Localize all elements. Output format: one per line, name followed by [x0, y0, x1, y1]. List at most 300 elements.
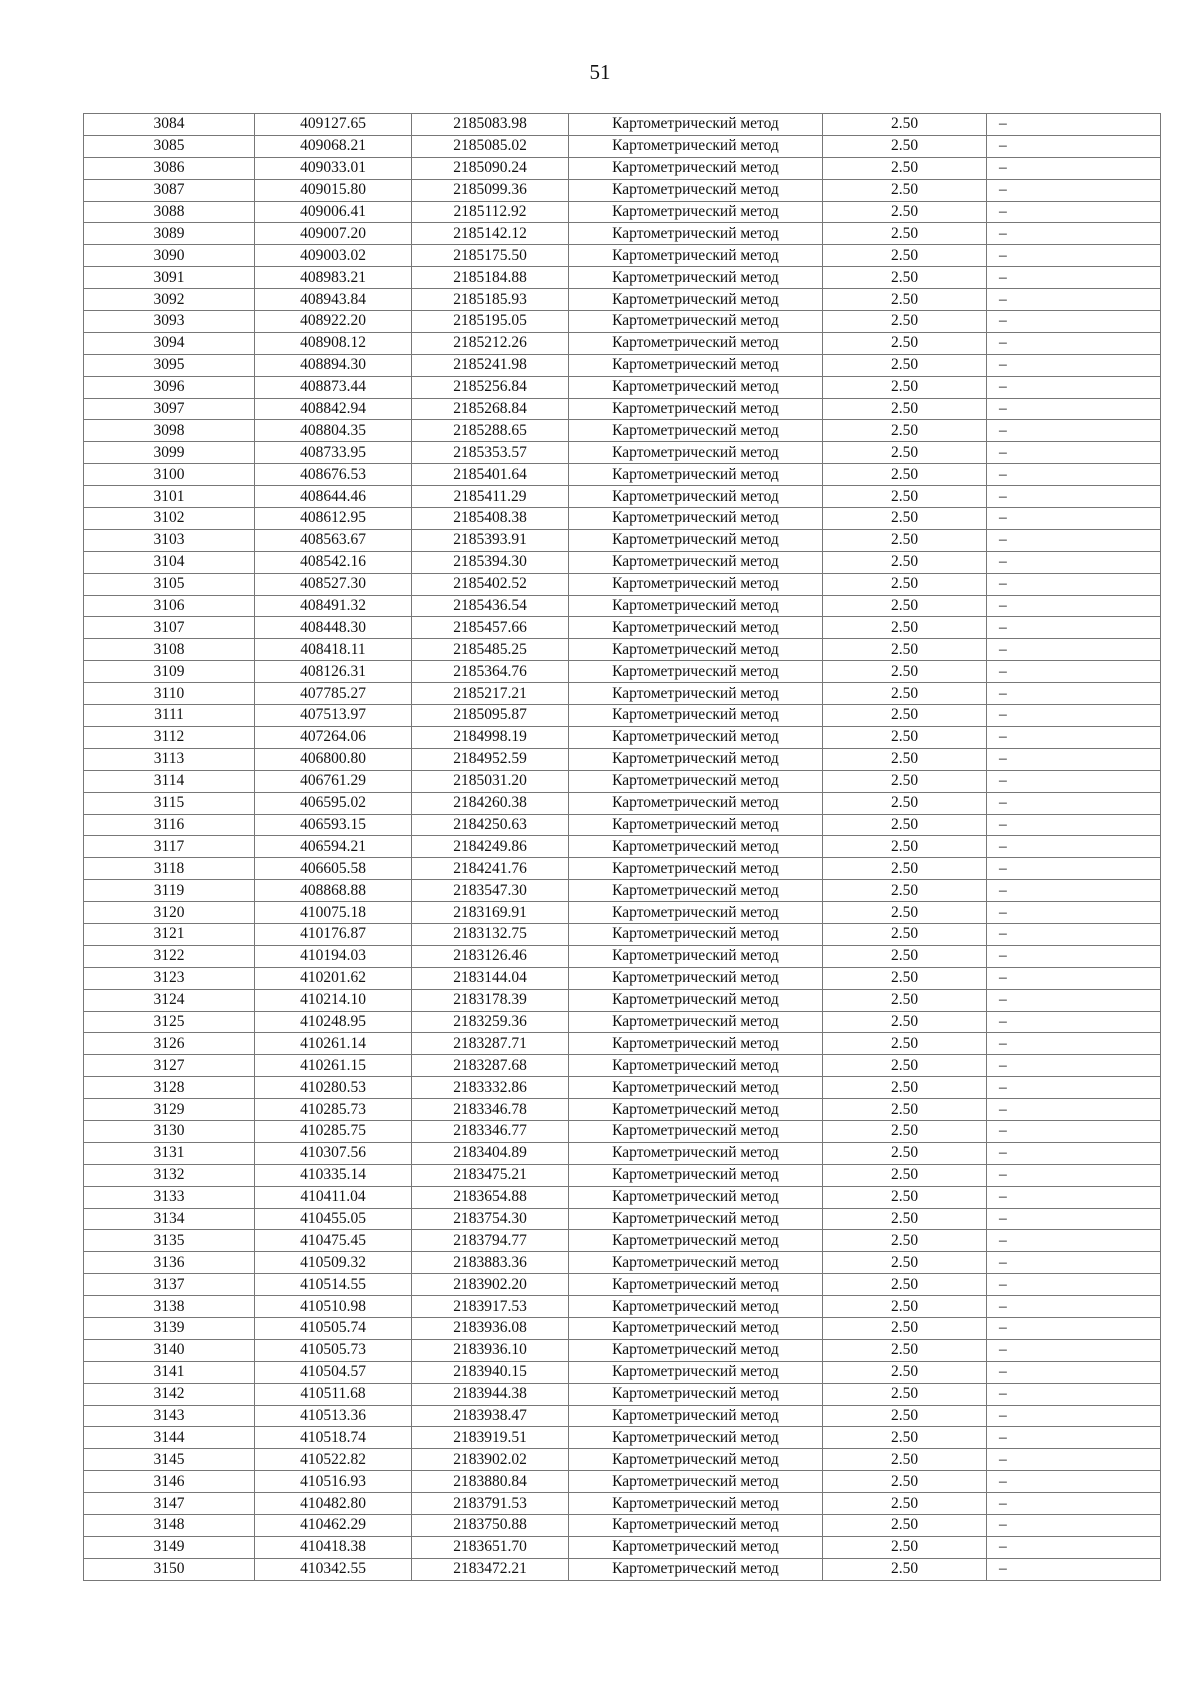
error-cell: 2.50 [823, 201, 987, 223]
method-cell: Картометрический метод [569, 1317, 823, 1339]
note-cell: – [987, 245, 1161, 267]
note-cell: – [987, 1317, 1161, 1339]
method-cell: Картометрический метод [569, 880, 823, 902]
point-number-cell: 3123 [84, 967, 255, 989]
x-coordinate-cell: 408563.67 [255, 529, 412, 551]
method-cell: Картометрический метод [569, 1208, 823, 1230]
note-cell: – [987, 683, 1161, 705]
x-coordinate-cell: 409003.02 [255, 245, 412, 267]
table-row [84, 1383, 1161, 1405]
point-number-cell: 3145 [84, 1449, 255, 1471]
x-coordinate-cell: 408868.88 [255, 880, 412, 902]
table-row [84, 486, 1161, 508]
y-coordinate-cell: 2183178.39 [412, 989, 569, 1011]
point-number-cell: 3116 [84, 814, 255, 836]
error-cell: 2.50 [823, 1099, 987, 1121]
error-cell: 2.50 [823, 1317, 987, 1339]
point-number-cell: 3085 [84, 135, 255, 157]
x-coordinate-cell: 409068.21 [255, 135, 412, 157]
y-coordinate-cell: 2185411.29 [412, 486, 569, 508]
error-cell: 2.50 [823, 267, 987, 289]
y-coordinate-cell: 2185485.25 [412, 639, 569, 661]
error-cell: 2.50 [823, 858, 987, 880]
point-number-cell: 3144 [84, 1427, 255, 1449]
error-cell: 2.50 [823, 1536, 987, 1558]
note-cell: – [987, 573, 1161, 595]
point-number-cell: 3146 [84, 1471, 255, 1493]
error-cell: 2.50 [823, 617, 987, 639]
method-cell: Картометрический метод [569, 814, 823, 836]
x-coordinate-cell: 410194.03 [255, 945, 412, 967]
method-cell: Картометрический метод [569, 464, 823, 486]
error-cell: 2.50 [823, 442, 987, 464]
point-number-cell: 3127 [84, 1055, 255, 1077]
x-coordinate-cell: 408542.16 [255, 551, 412, 573]
note-cell: – [987, 289, 1161, 311]
y-coordinate-cell: 2185408.38 [412, 508, 569, 530]
x-coordinate-cell: 407785.27 [255, 683, 412, 705]
method-cell: Картометрический метод [569, 1471, 823, 1493]
point-number-cell: 3122 [84, 945, 255, 967]
table-row [84, 573, 1161, 595]
x-coordinate-cell: 409015.80 [255, 179, 412, 201]
table-row [84, 923, 1161, 945]
error-cell: 2.50 [823, 1383, 987, 1405]
method-cell: Картометрический метод [569, 1427, 823, 1449]
method-cell: Картометрический метод [569, 486, 823, 508]
method-cell: Картометрический метод [569, 1558, 823, 1580]
table-row [84, 705, 1161, 727]
table-row [84, 442, 1161, 464]
table-row [84, 267, 1161, 289]
note-cell: – [987, 508, 1161, 530]
page-number: 51 [589, 60, 611, 84]
x-coordinate-cell: 407513.97 [255, 705, 412, 727]
method-cell: Картометрический метод [569, 1339, 823, 1361]
y-coordinate-cell: 2183794.77 [412, 1230, 569, 1252]
method-cell: Картометрический метод [569, 114, 823, 136]
note-cell: – [987, 595, 1161, 617]
x-coordinate-cell: 410201.62 [255, 967, 412, 989]
y-coordinate-cell: 2185288.65 [412, 420, 569, 442]
note-cell: – [987, 1449, 1161, 1471]
y-coordinate-cell: 2183919.51 [412, 1427, 569, 1449]
note-cell: – [987, 1515, 1161, 1537]
point-number-cell: 3141 [84, 1361, 255, 1383]
error-cell: 2.50 [823, 1493, 987, 1515]
note-cell: – [987, 486, 1161, 508]
y-coordinate-cell: 2183346.77 [412, 1120, 569, 1142]
method-cell: Картометрический метод [569, 1033, 823, 1055]
point-number-cell: 3120 [84, 902, 255, 924]
method-cell: Картометрический метод [569, 179, 823, 201]
y-coordinate-cell: 2183547.30 [412, 880, 569, 902]
x-coordinate-cell: 408733.95 [255, 442, 412, 464]
error-cell: 2.50 [823, 289, 987, 311]
note-cell: – [987, 1164, 1161, 1186]
x-coordinate-cell: 408983.21 [255, 267, 412, 289]
method-cell: Картометрический метод [569, 1274, 823, 1296]
method-cell: Картометрический метод [569, 683, 823, 705]
note-cell: – [987, 902, 1161, 924]
table-row [84, 223, 1161, 245]
note-cell: – [987, 836, 1161, 858]
method-cell: Картометрический метод [569, 1493, 823, 1515]
point-number-cell: 3133 [84, 1186, 255, 1208]
table-row [84, 551, 1161, 573]
table-row [84, 1296, 1161, 1318]
point-number-cell: 3142 [84, 1383, 255, 1405]
x-coordinate-cell: 408873.44 [255, 376, 412, 398]
x-coordinate-cell: 408804.35 [255, 420, 412, 442]
table-row [84, 1252, 1161, 1274]
method-cell: Картометрический метод [569, 332, 823, 354]
table-row [84, 770, 1161, 792]
error-cell: 2.50 [823, 135, 987, 157]
method-cell: Картометрический метод [569, 945, 823, 967]
x-coordinate-cell: 410509.32 [255, 1252, 412, 1274]
error-cell: 2.50 [823, 332, 987, 354]
x-coordinate-cell: 410504.57 [255, 1361, 412, 1383]
y-coordinate-cell: 2185184.88 [412, 267, 569, 289]
note-cell: – [987, 1558, 1161, 1580]
table-row [84, 179, 1161, 201]
note-cell: – [987, 967, 1161, 989]
note-cell: – [987, 179, 1161, 201]
x-coordinate-cell: 410214.10 [255, 989, 412, 1011]
point-number-cell: 3112 [84, 726, 255, 748]
y-coordinate-cell: 2185195.05 [412, 311, 569, 333]
table-row [84, 902, 1161, 924]
note-cell: – [987, 332, 1161, 354]
method-cell: Картометрический метод [569, 1120, 823, 1142]
y-coordinate-cell: 2183472.21 [412, 1558, 569, 1580]
note-cell: – [987, 639, 1161, 661]
point-number-cell: 3114 [84, 770, 255, 792]
y-coordinate-cell: 2184250.63 [412, 814, 569, 836]
note-cell: – [987, 1077, 1161, 1099]
y-coordinate-cell: 2185217.21 [412, 683, 569, 705]
table-row [84, 135, 1161, 157]
method-cell: Картометрический метод [569, 792, 823, 814]
error-cell: 2.50 [823, 1186, 987, 1208]
table-row [84, 1077, 1161, 1099]
table-row [84, 1099, 1161, 1121]
method-cell: Картометрический метод [569, 442, 823, 464]
error-cell: 2.50 [823, 1033, 987, 1055]
x-coordinate-cell: 408418.11 [255, 639, 412, 661]
x-coordinate-cell: 410261.15 [255, 1055, 412, 1077]
x-coordinate-cell: 408644.46 [255, 486, 412, 508]
point-number-cell: 3108 [84, 639, 255, 661]
y-coordinate-cell: 2183917.53 [412, 1296, 569, 1318]
table-row [84, 1230, 1161, 1252]
x-coordinate-cell: 410075.18 [255, 902, 412, 924]
x-coordinate-cell: 410522.82 [255, 1449, 412, 1471]
table-row [84, 311, 1161, 333]
x-coordinate-cell: 410518.74 [255, 1427, 412, 1449]
error-cell: 2.50 [823, 726, 987, 748]
point-number-cell: 3084 [84, 114, 255, 136]
error-cell: 2.50 [823, 1252, 987, 1274]
table-row [84, 1361, 1161, 1383]
note-cell: – [987, 661, 1161, 683]
table-row [84, 1142, 1161, 1164]
table-row [84, 114, 1161, 136]
error-cell: 2.50 [823, 792, 987, 814]
note-cell: – [987, 748, 1161, 770]
method-cell: Картометрический метод [569, 1186, 823, 1208]
x-coordinate-cell: 410342.55 [255, 1558, 412, 1580]
error-cell: 2.50 [823, 311, 987, 333]
point-number-cell: 3107 [84, 617, 255, 639]
x-coordinate-cell: 410482.80 [255, 1493, 412, 1515]
y-coordinate-cell: 2183936.08 [412, 1317, 569, 1339]
coordinates-table [83, 113, 1161, 1581]
x-coordinate-cell: 410261.14 [255, 1033, 412, 1055]
note-cell: – [987, 726, 1161, 748]
error-cell: 2.50 [823, 354, 987, 376]
error-cell: 2.50 [823, 398, 987, 420]
x-coordinate-cell: 410418.38 [255, 1536, 412, 1558]
error-cell: 2.50 [823, 989, 987, 1011]
y-coordinate-cell: 2183132.75 [412, 923, 569, 945]
error-cell: 2.50 [823, 1471, 987, 1493]
table-row [84, 201, 1161, 223]
x-coordinate-cell: 406593.15 [255, 814, 412, 836]
note-cell: – [987, 1536, 1161, 1558]
method-cell: Картометрический метод [569, 617, 823, 639]
x-coordinate-cell: 406800.80 [255, 748, 412, 770]
y-coordinate-cell: 2183126.46 [412, 945, 569, 967]
y-coordinate-cell: 2183902.02 [412, 1449, 569, 1471]
table-row [84, 792, 1161, 814]
point-number-cell: 3118 [84, 858, 255, 880]
point-number-cell: 3099 [84, 442, 255, 464]
note-cell: – [987, 1361, 1161, 1383]
table-row [84, 332, 1161, 354]
error-cell: 2.50 [823, 114, 987, 136]
table-row [84, 245, 1161, 267]
method-cell: Картометрический метод [569, 1361, 823, 1383]
x-coordinate-cell: 410505.73 [255, 1339, 412, 1361]
method-cell: Картометрический метод [569, 858, 823, 880]
note-cell: – [987, 1011, 1161, 1033]
table-row [84, 1536, 1161, 1558]
y-coordinate-cell: 2183287.68 [412, 1055, 569, 1077]
y-coordinate-cell: 2185364.76 [412, 661, 569, 683]
point-number-cell: 3139 [84, 1317, 255, 1339]
table-row [84, 1558, 1161, 1580]
table-row [84, 945, 1161, 967]
note-cell: – [987, 1142, 1161, 1164]
error-cell: 2.50 [823, 902, 987, 924]
table-body [84, 114, 1161, 1581]
table-row [84, 1515, 1161, 1537]
point-number-cell: 3125 [84, 1011, 255, 1033]
point-number-cell: 3098 [84, 420, 255, 442]
y-coordinate-cell: 2185083.98 [412, 114, 569, 136]
error-cell: 2.50 [823, 814, 987, 836]
table-row [84, 726, 1161, 748]
error-cell: 2.50 [823, 1208, 987, 1230]
table-row [84, 1120, 1161, 1142]
note-cell: – [987, 529, 1161, 551]
x-coordinate-cell: 410307.56 [255, 1142, 412, 1164]
y-coordinate-cell: 2184260.38 [412, 792, 569, 814]
error-cell: 2.50 [823, 508, 987, 530]
y-coordinate-cell: 2183880.84 [412, 1471, 569, 1493]
method-cell: Картометрический метод [569, 705, 823, 727]
note-cell: – [987, 617, 1161, 639]
point-number-cell: 3136 [84, 1252, 255, 1274]
point-number-cell: 3117 [84, 836, 255, 858]
x-coordinate-cell: 406594.21 [255, 836, 412, 858]
method-cell: Картометрический метод [569, 770, 823, 792]
method-cell: Картометрический метод [569, 595, 823, 617]
x-coordinate-cell: 408842.94 [255, 398, 412, 420]
table-row [84, 639, 1161, 661]
x-coordinate-cell: 410280.53 [255, 1077, 412, 1099]
table-row [84, 1339, 1161, 1361]
method-cell: Картометрический метод [569, 989, 823, 1011]
table-row [84, 1493, 1161, 1515]
note-cell: – [987, 354, 1161, 376]
note-cell: – [987, 989, 1161, 1011]
error-cell: 2.50 [823, 464, 987, 486]
method-cell: Картометрический метод [569, 1296, 823, 1318]
method-cell: Картометрический метод [569, 1536, 823, 1558]
error-cell: 2.50 [823, 1011, 987, 1033]
y-coordinate-cell: 2184241.76 [412, 858, 569, 880]
note-cell: – [987, 376, 1161, 398]
x-coordinate-cell: 408527.30 [255, 573, 412, 595]
note-cell: – [987, 1493, 1161, 1515]
y-coordinate-cell: 2184249.86 [412, 836, 569, 858]
y-coordinate-cell: 2184952.59 [412, 748, 569, 770]
x-coordinate-cell: 410513.36 [255, 1405, 412, 1427]
point-number-cell: 3126 [84, 1033, 255, 1055]
method-cell: Картометрический метод [569, 1142, 823, 1164]
note-cell: – [987, 705, 1161, 727]
point-number-cell: 3130 [84, 1120, 255, 1142]
note-cell: – [987, 814, 1161, 836]
x-coordinate-cell: 410505.74 [255, 1317, 412, 1339]
note-cell: – [987, 792, 1161, 814]
table-row [84, 1405, 1161, 1427]
table-row [84, 464, 1161, 486]
error-cell: 2.50 [823, 661, 987, 683]
point-number-cell: 3093 [84, 311, 255, 333]
note-cell: – [987, 923, 1161, 945]
table-row [84, 1471, 1161, 1493]
method-cell: Картометрический метод [569, 1405, 823, 1427]
x-coordinate-cell: 410411.04 [255, 1186, 412, 1208]
table-row [84, 1164, 1161, 1186]
method-cell: Картометрический метод [569, 508, 823, 530]
method-cell: Картометрический метод [569, 726, 823, 748]
note-cell: – [987, 770, 1161, 792]
error-cell: 2.50 [823, 376, 987, 398]
x-coordinate-cell: 410510.98 [255, 1296, 412, 1318]
note-cell: – [987, 1471, 1161, 1493]
y-coordinate-cell: 2183940.15 [412, 1361, 569, 1383]
x-coordinate-cell: 410248.95 [255, 1011, 412, 1033]
note-cell: – [987, 880, 1161, 902]
error-cell: 2.50 [823, 836, 987, 858]
table-row [84, 354, 1161, 376]
point-number-cell: 3102 [84, 508, 255, 530]
y-coordinate-cell: 2185402.52 [412, 573, 569, 595]
point-number-cell: 3137 [84, 1274, 255, 1296]
note-cell: – [987, 135, 1161, 157]
point-number-cell: 3150 [84, 1558, 255, 1580]
error-cell: 2.50 [823, 639, 987, 661]
x-coordinate-cell: 407264.06 [255, 726, 412, 748]
method-cell: Картометрический метод [569, 1252, 823, 1274]
x-coordinate-cell: 408491.32 [255, 595, 412, 617]
method-cell: Картометрический метод [569, 573, 823, 595]
method-cell: Картометрический метод [569, 967, 823, 989]
error-cell: 2.50 [823, 1230, 987, 1252]
table-row [84, 836, 1161, 858]
note-cell: – [987, 1120, 1161, 1142]
y-coordinate-cell: 2185401.64 [412, 464, 569, 486]
point-number-cell: 3131 [84, 1142, 255, 1164]
method-cell: Картометрический метод [569, 661, 823, 683]
x-coordinate-cell: 410285.73 [255, 1099, 412, 1121]
method-cell: Картометрический метод [569, 223, 823, 245]
y-coordinate-cell: 2183944.38 [412, 1383, 569, 1405]
y-coordinate-cell: 2183754.30 [412, 1208, 569, 1230]
note-cell: – [987, 1252, 1161, 1274]
point-number-cell: 3095 [84, 354, 255, 376]
table-row [84, 858, 1161, 880]
x-coordinate-cell: 406595.02 [255, 792, 412, 814]
error-cell: 2.50 [823, 1142, 987, 1164]
table-row [84, 1317, 1161, 1339]
error-cell: 2.50 [823, 1558, 987, 1580]
method-cell: Картометрический метод [569, 1055, 823, 1077]
point-number-cell: 3086 [84, 157, 255, 179]
x-coordinate-cell: 408126.31 [255, 661, 412, 683]
method-cell: Картометрический метод [569, 157, 823, 179]
table-row [84, 1186, 1161, 1208]
y-coordinate-cell: 2183332.86 [412, 1077, 569, 1099]
y-coordinate-cell: 2185112.92 [412, 201, 569, 223]
error-cell: 2.50 [823, 1361, 987, 1383]
error-cell: 2.50 [823, 1120, 987, 1142]
error-cell: 2.50 [823, 245, 987, 267]
x-coordinate-cell: 408943.84 [255, 289, 412, 311]
error-cell: 2.50 [823, 595, 987, 617]
note-cell: – [987, 1099, 1161, 1121]
note-cell: – [987, 1427, 1161, 1449]
x-coordinate-cell: 410285.75 [255, 1120, 412, 1142]
table-row [84, 157, 1161, 179]
x-coordinate-cell: 408448.30 [255, 617, 412, 639]
y-coordinate-cell: 2185185.93 [412, 289, 569, 311]
y-coordinate-cell: 2183287.71 [412, 1033, 569, 1055]
error-cell: 2.50 [823, 880, 987, 902]
x-coordinate-cell: 409006.41 [255, 201, 412, 223]
table-row [84, 1274, 1161, 1296]
point-number-cell: 3121 [84, 923, 255, 945]
note-cell: – [987, 267, 1161, 289]
point-number-cell: 3110 [84, 683, 255, 705]
table-row [84, 289, 1161, 311]
point-number-cell: 3111 [84, 705, 255, 727]
